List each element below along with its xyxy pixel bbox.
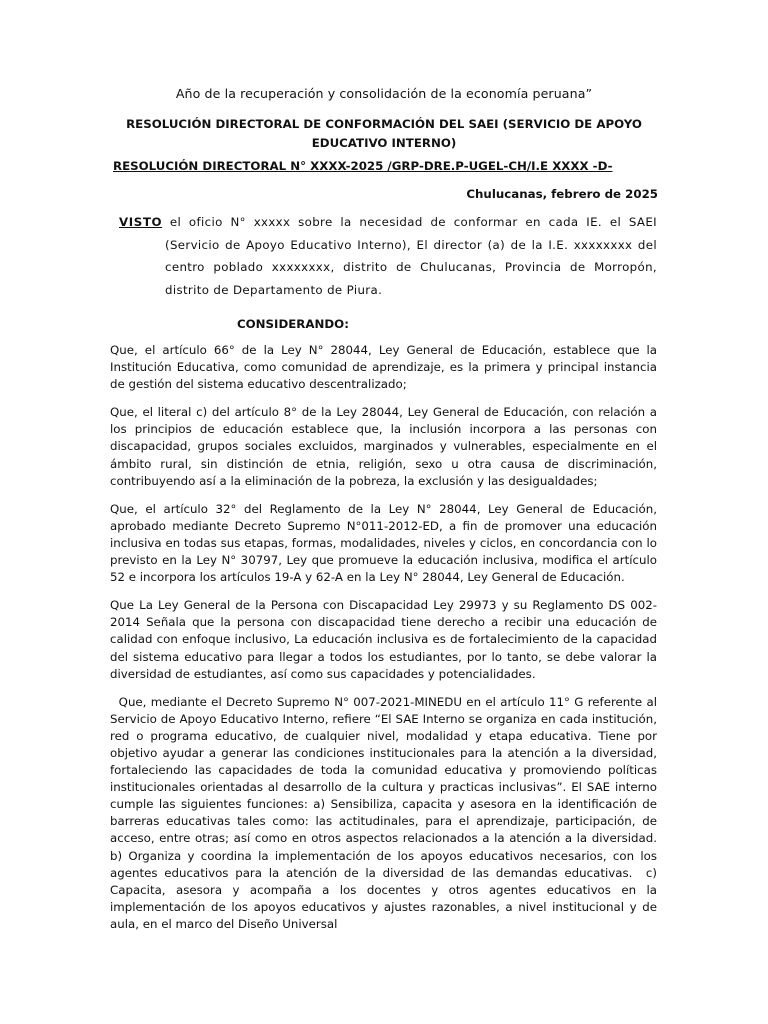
visto-label: VISTO [119,215,163,229]
visto-paragraph [119,211,657,301]
paragraph: Que, el artículo 32° del Reglamento de la Ley N° 28044, Ley General de Educación, aprobado mediante Decreto Supremo N°011-2012-ED, a fin de promover una educación inclusiva en todas sus etapas, formas, modalidades, niveles y ciclos, en concordancia con lo previsto en la Ley N° 30797, Ley que promueve la educación inclusiva, modifica el artículo 52 e incorpora los artículos 19-A y 62-A en la Ley N° 28044, Ley General de Educación. [110,501,657,585]
paragraph: Que, el artículo 66° de la Ley N° 28044, Ley General de Educación, establece que la Institución Educativa, como comunidad de aprendizaje, es la primera y principal instancia de gestión del sistema educativo descentralizado; [110,343,657,392]
paragraph: Que La Ley General de la Persona con Discapacidad Ley 29973 y su Reglamento DS 002-2014 Señala que la persona con discapacidad tiene derecho a recibir una educación de calidad con enfoque inclusivo, La educación inclusiva es de fortalecimiento de la capacidad del sistema educativo para llegar a todos los estudiantes, por lo tanto, se debe valorar la diversidad de estudiantes, así como sus capacidades y potencialidades. [110,598,657,681]
considerando-heading: CONSIDERANDO: [237,317,349,331]
paragraph: Que, el literal c) del artículo 8° de la Ley 28044, Ley General de Educación, con relación a los principios de educación establece que, la inclusión incorpora a las personas con discapacidad, grupos sociales excluidos, marginados y vulnerables, especialmente en el ámbito rural, sin distinción de etnia, religión, sexo u otra causa de discriminación, contribuyendo así a la eliminación de la pobreza, la exclusión y las desigualdades; [110,405,657,488]
paragraph: Que, mediante el Decreto Supremo N° 007-2021-MINEDU en el artículo 11° G referente al Servicio de Apoyo Educativo Interno, refiere “El SAE Interno se organiza en cada institución, red o programa educativo, de cualquier nivel, modalidad y etapa educativa. Tiene por objetivo ayudar a generar las condiciones institucionales para la atención a la diversidad, fortaleciendo las capacidades de toda la comunidad educativa y promoviendo políticas institucionales orientadas al desarrollo de la cultura y practicas inclusivas”. El SAE interno cumple las siguientes funciones: a) Sensibiliza, capacita y asesora en la identificación de barreras educativas tales como: las actitudinales, para el aprendizaje, participación, de acceso, entre otras; así como en otros aspectos relacionados a la atención a la diversidad. b) Organiza y coordina la implementación de los apoyos educativos necesarios, con los agentes educativos para la atención de la diversidad de las demandas educativas. c) Capacita, asesora y acompaña a los docentes y otros agentes educativos en la implementación de los apoyos educativos y ajustes razonables, a nivel institucional y de aula, en el marco del Diseño Universal [110,694,665,931]
resolution-number: RESOLUCIÓN DIRECTORAL N° XXXX-2025 /GRP-DRE.P-UGEL-CH/I.E XXXX -D- [113,159,613,173]
year-slogan: Año de la recuperación y consolidación de la economía peruana” [175,86,593,101]
considerando-body [110,342,665,944]
resolution-title: RESOLUCIÓN DIRECTORAL DE CONFORMACIÓN DEL SAEI (SERVICIO DE APOYO EDUCATIVO INTERNO) [126,117,642,150]
place-date: Chulucanas, febrero de 2025 [466,187,658,201]
visto-text: el oficio N° xxxxx sobre la necesidad de conformar en cada IE. el SAEI (Servicio de Apoyo Educativo Interno), El director (a) de la I.E. xxxxxxxx del centro poblado xxxxxxxx, distrito de Chulucanas, Provincia de Morropón, distrito de Departamento de Piura. [162,215,657,297]
